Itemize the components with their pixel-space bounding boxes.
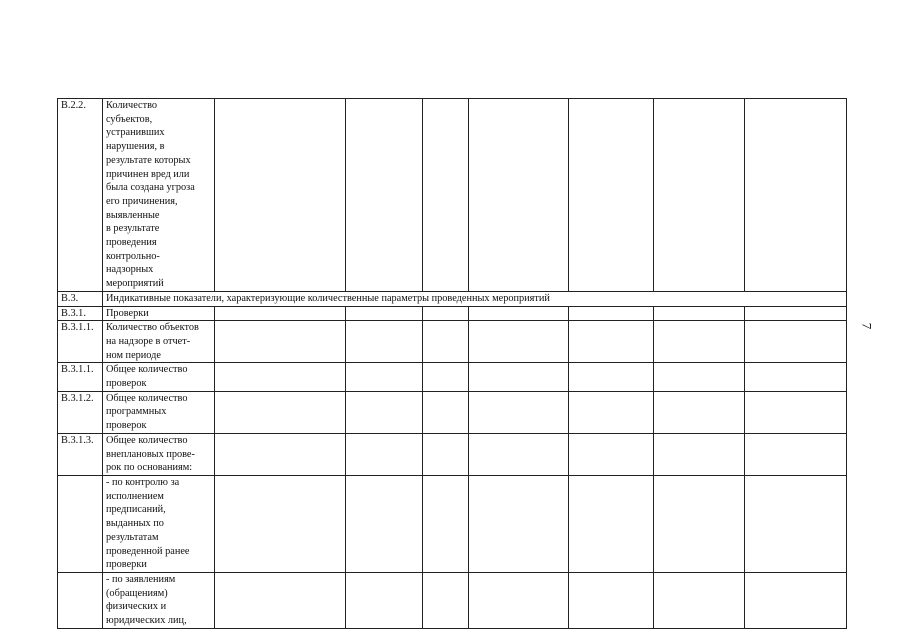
empty-cell <box>469 433 569 475</box>
row-label: Проверки <box>103 306 215 321</box>
empty-cell <box>654 475 745 572</box>
empty-cell <box>215 433 346 475</box>
empty-cell <box>745 391 847 433</box>
empty-cell <box>654 99 745 292</box>
empty-cell <box>745 363 847 391</box>
table-row <box>58 291 847 306</box>
empty-cell <box>423 321 469 363</box>
empty-cell <box>469 363 569 391</box>
empty-cell <box>654 433 745 475</box>
empty-cell <box>569 321 654 363</box>
row-label: Общее количество программных проверок <box>103 391 215 433</box>
empty-cell <box>423 391 469 433</box>
empty-cell <box>745 99 847 292</box>
indicators-table <box>57 98 847 629</box>
page-number: 7 <box>859 322 875 330</box>
empty-cell <box>423 572 469 628</box>
empty-cell <box>745 306 847 321</box>
table-row <box>58 433 847 475</box>
row-label: Количество объектов на надзоре в отчет- ном периоде <box>103 321 215 363</box>
row-label: Количество субъектов, устранивших нарушения, в результате которых причинен вред или была создана угроза его причинения, выявленные в результате проведения контрольно- надзорных мероприятий <box>103 99 215 292</box>
row-code: В.3.1.2. <box>58 391 103 433</box>
empty-cell <box>423 306 469 321</box>
table-row <box>58 363 847 391</box>
table-row <box>58 475 847 572</box>
row-code: В.3.1.3. <box>58 433 103 475</box>
row-code: В.2.2. <box>58 99 103 292</box>
empty-cell <box>745 433 847 475</box>
empty-cell <box>569 475 654 572</box>
empty-cell <box>346 391 423 433</box>
row-code: В.3.1. <box>58 306 103 321</box>
empty-cell <box>469 321 569 363</box>
empty-cell <box>346 99 423 292</box>
row-code: В.3.1.1. <box>58 321 103 363</box>
empty-cell <box>569 306 654 321</box>
empty-cell <box>654 321 745 363</box>
empty-cell <box>346 433 423 475</box>
empty-cell <box>469 99 569 292</box>
empty-cell <box>569 99 654 292</box>
empty-cell <box>215 572 346 628</box>
empty-cell <box>745 572 847 628</box>
empty-cell <box>654 391 745 433</box>
empty-cell <box>215 475 346 572</box>
empty-cell <box>569 572 654 628</box>
empty-cell <box>469 572 569 628</box>
row-label: Общее количество проверок <box>103 363 215 391</box>
empty-cell <box>469 306 569 321</box>
empty-cell <box>423 99 469 292</box>
empty-cell <box>569 433 654 475</box>
table-row <box>58 572 847 628</box>
empty-cell <box>215 99 346 292</box>
row-code: В.3. <box>58 291 103 306</box>
empty-cell <box>346 321 423 363</box>
empty-cell <box>654 363 745 391</box>
row-code <box>58 572 103 628</box>
empty-cell <box>346 572 423 628</box>
table-row <box>58 99 847 292</box>
row-code: В.3.1.1. <box>58 363 103 391</box>
empty-cell <box>423 475 469 572</box>
table-row <box>58 321 847 363</box>
empty-cell <box>654 572 745 628</box>
table-row <box>58 306 847 321</box>
row-code <box>58 475 103 572</box>
table-row <box>58 391 847 433</box>
empty-cell <box>346 306 423 321</box>
empty-cell <box>346 363 423 391</box>
empty-cell <box>469 391 569 433</box>
empty-cell <box>215 321 346 363</box>
row-label: - по контролю за исполнением предписаний, выданных по результатам проведенной ранее проверки <box>103 475 215 572</box>
empty-cell <box>346 475 423 572</box>
empty-cell <box>469 475 569 572</box>
empty-cell <box>745 321 847 363</box>
empty-cell <box>423 363 469 391</box>
empty-cell <box>569 391 654 433</box>
empty-cell <box>215 363 346 391</box>
row-label: - по заявлениям (обращениям) физических и юридических лиц, <box>103 572 215 628</box>
empty-cell <box>423 433 469 475</box>
empty-cell <box>569 363 654 391</box>
empty-cell <box>745 475 847 572</box>
empty-cell <box>654 306 745 321</box>
empty-cell <box>215 306 346 321</box>
empty-cell <box>215 391 346 433</box>
row-label: Общее количество внеплановых прове- рок по основаниям: <box>103 433 215 475</box>
section-heading: Индикативные показатели, характеризующие количественные параметры проведенных мероприятий <box>103 291 847 306</box>
